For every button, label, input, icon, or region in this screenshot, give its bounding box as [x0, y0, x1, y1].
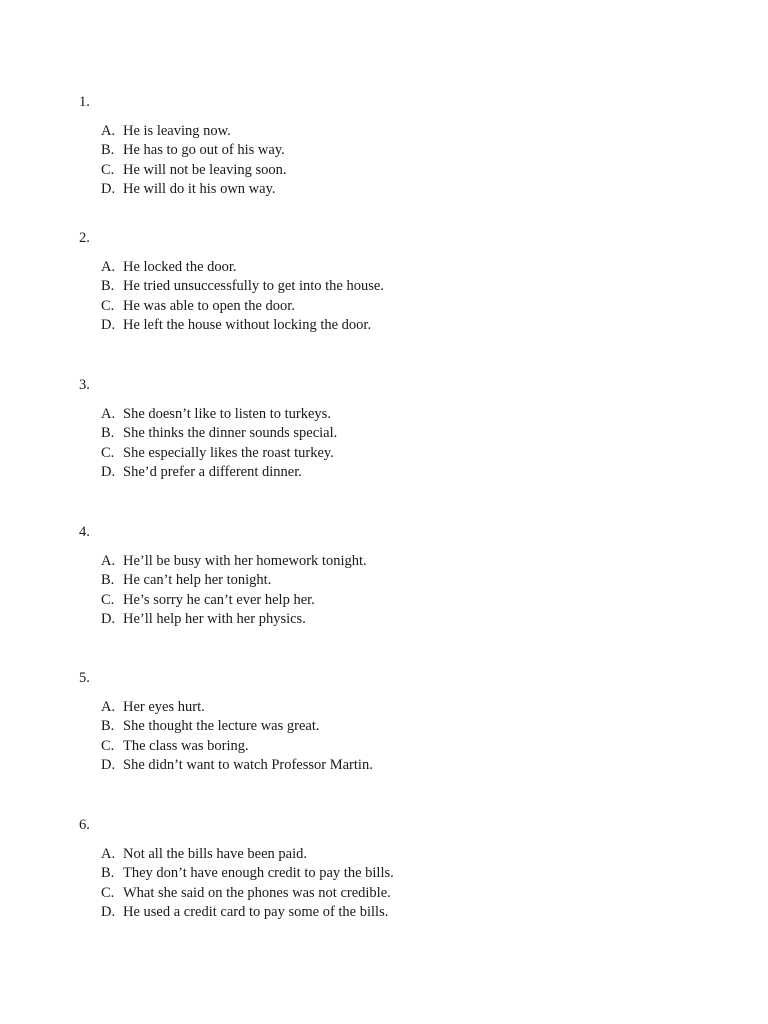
option-letter: A.: [101, 123, 116, 139]
option-letter: C.: [101, 444, 115, 461]
option-text: He tried unsuccessfully to get into the house.: [123, 278, 384, 295]
question-number: 5.: [79, 670, 90, 686]
answer-options: [79, 845, 679, 922]
question-number: 2.: [79, 230, 90, 246]
option-text: She thinks the dinner sounds special.: [123, 425, 338, 442]
option-d: [101, 180, 679, 199]
option-letter: C.: [101, 161, 115, 178]
option-c: [101, 297, 679, 316]
option-letter: C.: [101, 737, 115, 754]
option-text: He locked the door.: [123, 259, 237, 275]
option-text: He has to go out of his way.: [123, 142, 285, 159]
option-b: [101, 864, 679, 883]
option-text: He will not be leaving soon.: [123, 161, 287, 178]
option-letter: D.: [101, 610, 116, 627]
option-text: He left the house without locking the door.: [123, 316, 372, 333]
option-text: Her eyes hurt.: [123, 699, 205, 715]
option-b: [101, 141, 679, 160]
question-6: [79, 816, 679, 922]
option-c: [101, 884, 679, 903]
option-letter: D.: [101, 756, 116, 773]
option-text: The class was boring.: [123, 737, 249, 754]
option-text: She’d prefer a different dinner.: [123, 463, 302, 480]
option-d: [101, 903, 679, 922]
option-letter: D.: [101, 463, 116, 480]
option-letter: D.: [101, 316, 116, 333]
option-c: [101, 161, 679, 180]
option-text: He was able to open the door.: [123, 297, 295, 314]
option-letter: A.: [101, 553, 116, 569]
option-text: They don’t have enough credit to pay the bills.: [123, 865, 394, 882]
option-letter: A.: [101, 699, 116, 715]
option-b: [101, 717, 679, 736]
option-text: She especially likes the roast turkey.: [123, 444, 334, 461]
question-5: [79, 669, 679, 775]
question-number: 1.: [79, 94, 90, 110]
option-b: [101, 424, 679, 443]
option-text: He’ll help her with her physics.: [123, 610, 306, 627]
option-text: He’s sorry he can’t ever help her.: [123, 591, 315, 608]
question-number: 6.: [79, 817, 90, 833]
answer-options: [79, 552, 679, 629]
option-b: [101, 277, 679, 296]
option-text: He will do it his own way.: [123, 180, 276, 197]
option-text: What she said on the phones was not credible.: [123, 884, 391, 901]
option-b: [101, 571, 679, 590]
option-d: [101, 756, 679, 775]
option-letter: B.: [101, 142, 115, 159]
option-text: She doesn’t like to listen to turkeys.: [123, 406, 331, 422]
option-text: He’ll be busy with her homework tonight.: [123, 553, 367, 569]
option-a: [101, 552, 679, 571]
option-letter: A.: [101, 406, 116, 422]
option-d: [101, 316, 679, 335]
option-letter: D.: [101, 903, 116, 920]
question-number: 4.: [79, 524, 90, 540]
option-text: He can’t help her tonight.: [123, 572, 272, 589]
option-text: Not all the bills have been paid.: [123, 846, 308, 862]
option-a: [101, 122, 679, 141]
option-letter: C.: [101, 591, 115, 608]
option-letter: B.: [101, 718, 115, 735]
option-letter: B.: [101, 865, 115, 882]
option-letter: C.: [101, 297, 115, 314]
option-letter: D.: [101, 180, 116, 197]
option-text: He used a credit card to pay some of the bills.: [123, 903, 389, 920]
option-d: [101, 463, 679, 482]
option-text: She didn’t want to watch Professor Martin.: [123, 756, 373, 773]
option-letter: A.: [101, 846, 116, 862]
question-3: [79, 376, 679, 482]
option-letter: A.: [101, 259, 116, 275]
option-a: [101, 698, 679, 717]
option-a: [101, 258, 679, 277]
question-1: [79, 93, 679, 199]
answer-options: [79, 698, 679, 775]
option-c: [101, 444, 679, 463]
question-2: [79, 229, 679, 335]
option-text: He is leaving now.: [123, 123, 231, 139]
option-c: [101, 591, 679, 610]
option-text: She thought the lecture was great.: [123, 718, 320, 735]
question-number: 3.: [79, 377, 90, 393]
answer-options: [79, 122, 679, 199]
option-a: [101, 405, 679, 424]
option-d: [101, 610, 679, 629]
option-letter: B.: [101, 425, 115, 442]
option-letter: C.: [101, 884, 115, 901]
question-4: [79, 523, 679, 629]
option-c: [101, 737, 679, 756]
answer-options: [79, 405, 679, 482]
answer-options: [79, 258, 679, 335]
option-a: [101, 845, 679, 864]
option-letter: B.: [101, 572, 115, 589]
option-letter: B.: [101, 278, 115, 295]
